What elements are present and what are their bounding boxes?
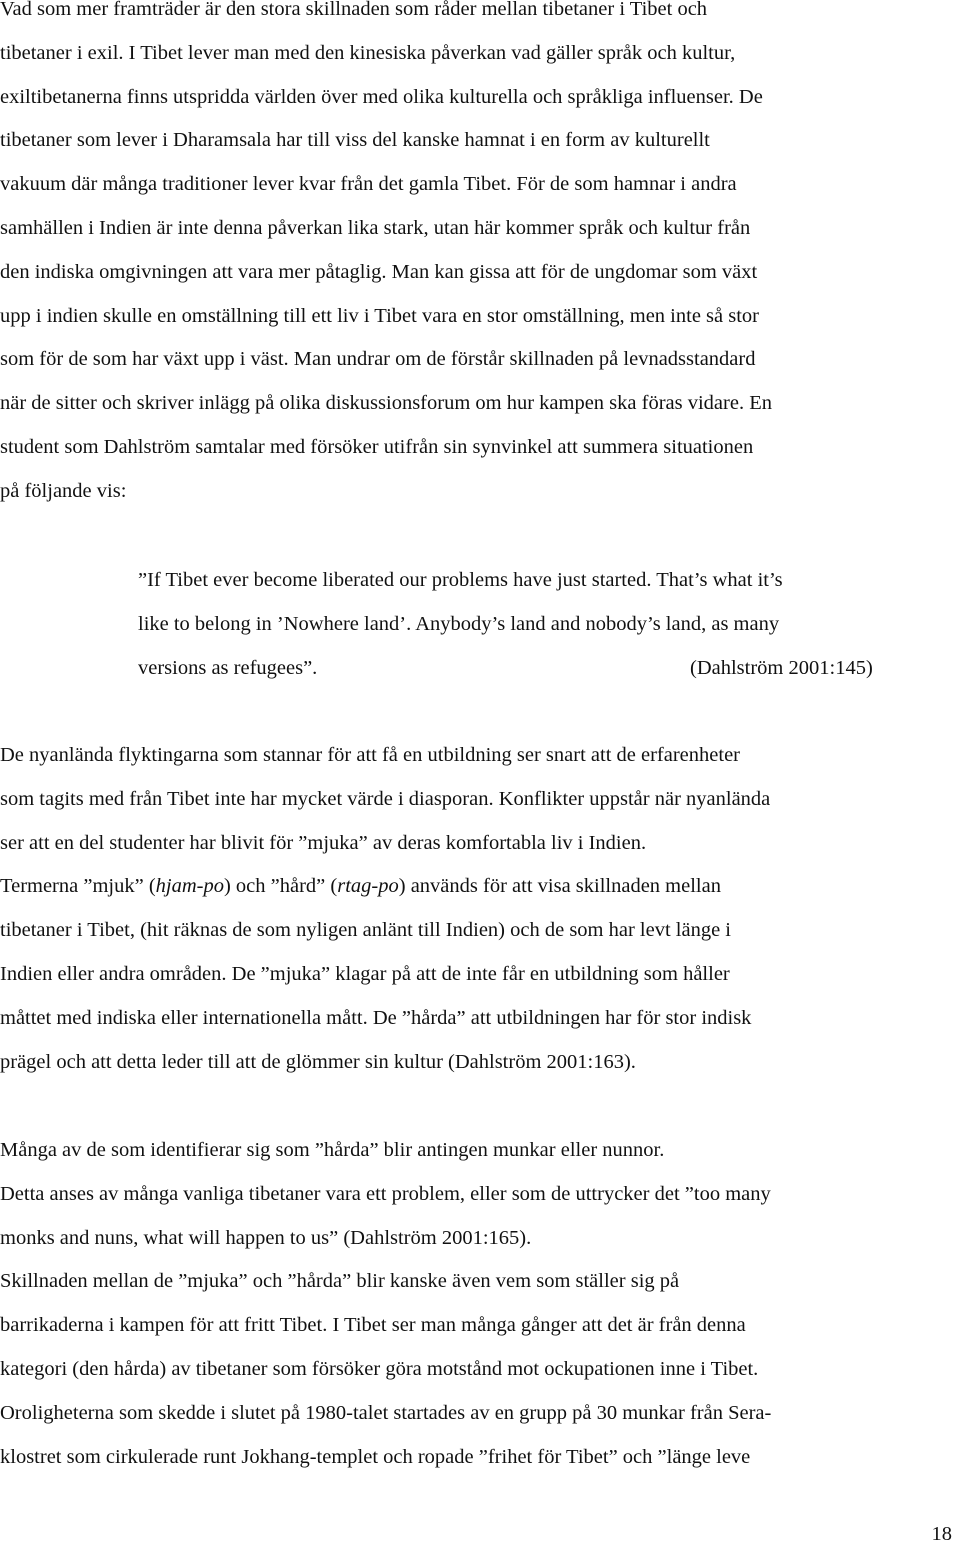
- body-paragraph-2: [0, 734, 960, 1084]
- text-line: De nyanlända flyktingarna som stannar för att få en utbildning ser snart att de erfarenheter: [0, 744, 740, 766]
- text-line-with-terms: [0, 865, 960, 909]
- text-line: som tagits med från Tibet inte har mycket värde i diasporan. Konflikter uppstår när nyanlända: [0, 787, 771, 810]
- text-line: ser att en del studenter har blivit för ”mjuka” av deras komfortabla liv i Indien.: [0, 831, 647, 854]
- quote-line: like to belong in ’Nowhere land’. Anybody’s land and nobody’s land, as many: [138, 612, 780, 635]
- text-line: när de sitter och skriver inlägg på olika diskussionsforum om hur kampen ska föras vidare. En: [0, 392, 772, 415]
- text-line: tibetaner i exil. I Tibet lever man med den kinesiska påverkan vad gäller språk och kultur,: [0, 41, 736, 64]
- text-line: prägel och att detta leder till att de glömmer sin kultur (Dahlström 2001:163).: [0, 1050, 636, 1073]
- text-line: kategori (den hårda) av tibetaner som försöker göra motstånd mot ockupationen inne i Tibet.: [0, 1357, 759, 1380]
- text-line: upp i indien skulle en omställning till ett liv i Tibet vara en stor omställning, men inte så stor: [0, 304, 760, 327]
- text-line: klostret som cirkulerade runt Jokhang-templet och ropade ”frihet för Tibet” och ”länge leve: [0, 1445, 751, 1468]
- text-line: som för de som har växt upp i väst. Man undrar om de förstår skillnaden på levnadsstandard: [0, 348, 756, 371]
- text-line: den indiska omgivningen att vara mer påtaglig. Man kan gissa att för de ungdomar som växt: [0, 260, 758, 283]
- text-fragment: ) används för att visa skillnaden mellan: [398, 875, 721, 898]
- text-line: tibetaner i Tibet, (hit räknas de som nyligen anlänt till Indien) och de som har levt länge i: [0, 919, 732, 942]
- text-line: på följande vis:: [0, 479, 127, 502]
- text-line: samhällen i Indien är inte denna påverkan lika stark, utan här kommer språk och kultur från: [0, 216, 751, 239]
- text-line: exiltibetanerna finns utspridda världen över med olika kulturella och språkliga influenser. De: [0, 85, 763, 108]
- text-line: tibetaner som lever i Dharamsala har till viss del kanske hamnat i en form av kulturellt: [0, 129, 710, 152]
- text-line: Vad som mer framträder är den stora skillnaden som råder mellan tibetaner i Tibet och: [0, 0, 708, 20]
- tibetan-term: rtag-po: [337, 875, 399, 898]
- body-paragraph-3: [0, 1129, 960, 1479]
- text-line: Skillnaden mellan de ”mjuka” och ”hårda” blir kanske även vem som ställer sig på: [0, 1270, 680, 1293]
- text-line: vakuum där många traditioner lever kvar från det gamla Tibet. För de som hamnar i andra: [0, 173, 737, 196]
- text-line: Indien eller andra områden. De ”mjuka” klagar på att de inte får en utbildning som håller: [0, 962, 730, 985]
- text-fragment: ) och ”hård” (: [223, 875, 338, 898]
- quote-line: ”If Tibet ever become liberated our problems have just started. That’s what it’s: [138, 569, 783, 591]
- text-fragment: Termerna ”mjuk” (: [0, 875, 156, 898]
- body-paragraph-1: [0, 0, 960, 514]
- text-line: student som Dahlström samtalar med försöker utifrån sin synvinkel att summera situationen: [0, 435, 754, 458]
- text-line: Detta anses av många vanliga tibetaner vara ett problem, eller som de uttrycker det ”too many: [0, 1182, 771, 1205]
- text-line: måttet med indiska eller internationella mått. De ”hårda” att utbildningen har för stor indisk: [0, 1006, 752, 1029]
- quote-line-last: [138, 647, 938, 691]
- text-line: monks and nuns, what will happen to us” (Dahlström 2001:165).: [0, 1226, 532, 1249]
- text-line: barrikaderna i kampen för att fritt Tibet. I Tibet ser man många gånger att det är från denna: [0, 1314, 746, 1337]
- quote-citation: (Dahlström 2001:145): [690, 656, 873, 679]
- page-number: 18: [931, 1523, 952, 1545]
- text-line: Många av de som identifierar sig som ”hårda” blir antingen munkar eller nunnor.: [0, 1139, 665, 1161]
- tibetan-term: hjam-po: [155, 875, 224, 898]
- block-quote: [138, 559, 938, 690]
- quote-text: versions as refugees”.: [138, 656, 318, 679]
- text-line: Oroligheterna som skedde i slutet på 1980-talet startades av en grupp på 30 munkar från Sera-: [0, 1401, 772, 1424]
